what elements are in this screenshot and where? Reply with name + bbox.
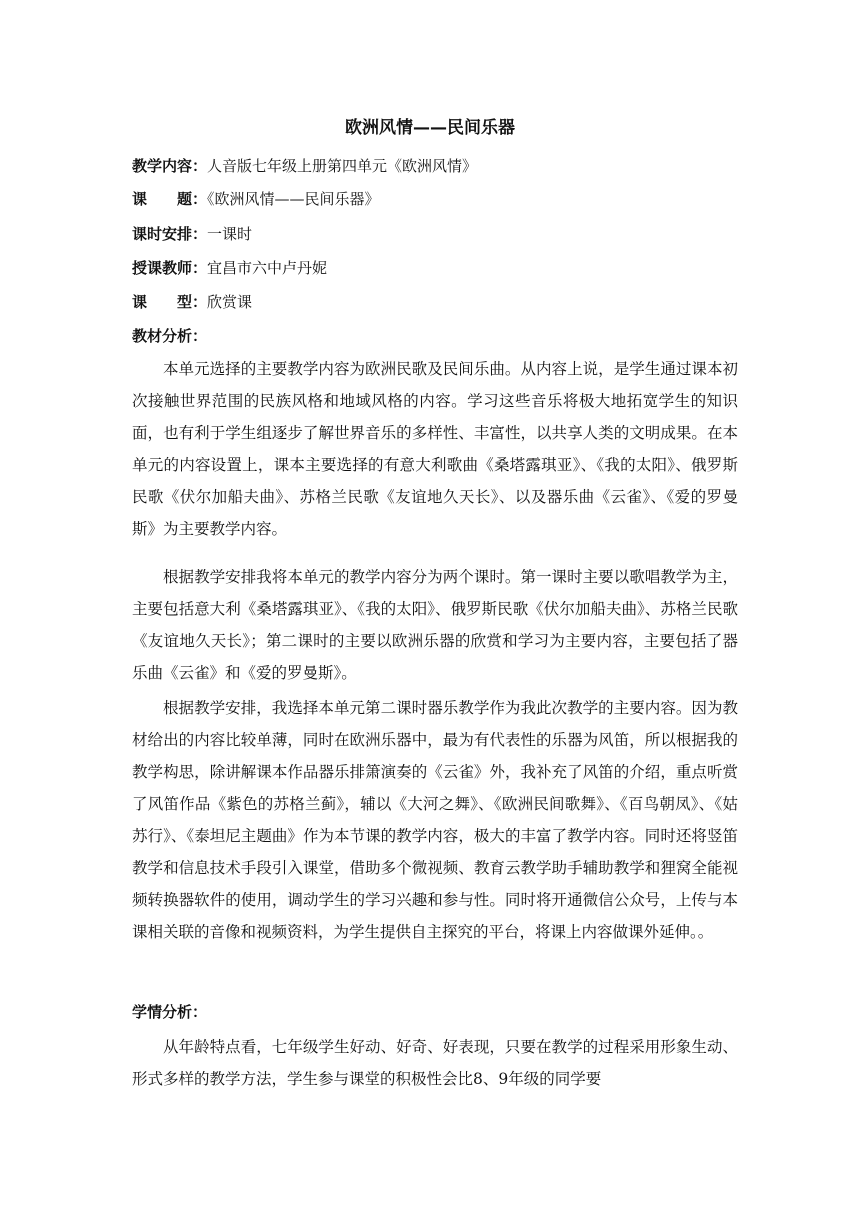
meta-label: 教学内容： [132,157,208,175]
material-paragraph-1: 本单元选择的主要教学内容为欧洲民歌及民间乐曲。从内容上说，是学生通过课本初次接触世界范围的民族风格和地域风格的内容。学习这些音乐将极大地拓宽学生的知识面，也有利于学生组逐步了解世界音乐的多样性、丰富性，以共享人类的文明成果。在本单元的内容设置上，课本主要选择的有意大利歌曲《桑塔露琪亚》、《我的太阳》、俄罗斯民歌《伏尔加船夫曲》、苏格兰民歌《友谊地久天长》、以及器乐曲《云雀》、《爱的罗曼斯》为主要教学内容。 [132,360,738,538]
section-heading-material: 教材分析： [132,327,208,345]
meta-teaching-content [132,150,752,182]
meta-value: 欣赏课 [207,293,253,311]
meta-value: 《欧洲风情——民间乐器》 [207,190,380,208]
document-title: 欧洲风情——民间乐器 [345,118,515,138]
material-paragraph-2: 根据教学安排我将本单元的教学内容分为两个课时。第一课时主要以歌唱教学为主，主要包括意大利《桑塔露琪亚》、《我的太阳》、俄罗斯民歌《伏尔加船夫曲》、苏格兰民歌《友谊地久天长》；第二课时的主要以欧洲乐器的欣赏和学习为主要内容，主要包括了器乐曲《云雀》和《爱的罗曼斯》。 [132,568,738,682]
meta-value: 宜昌市六中卢丹妮 [207,259,328,277]
meta-teacher [132,252,752,284]
meta-value: 一课时 [207,225,253,243]
meta-value: 人音版七年级上册第四单元《欧洲风情》 [207,157,478,175]
meta-schedule [132,218,752,250]
meta-label: 课 型： [132,293,208,311]
meta-lesson-type [132,286,752,318]
section-heading-student: 学情分析： [132,1003,208,1021]
meta-lesson-topic [132,183,752,215]
student-paragraph: 从年龄特点看，七年级学生好动、好奇、好表现，只要在教学的过程采用形象生动、形式多样的教学方法，学生参与课堂的积极性会比8、9年级的同学要 [132,1038,738,1088]
material-paragraph-3: 根据教学安排，我选择本单元第二课时器乐教学作为我此次教学的主要内容。因为教材给出的内容比较单薄，同时在欧洲乐器中，最为有代表性的乐器为风笛，所以根据我的教学构思，除讲解课本作品器乐排箫演奏的《云雀》外，我补充了风笛的介绍，重点听赏了风笛作品《紫色的苏格兰蓟》，辅以《大河之舞》、《欧洲民间歌舞》、《百鸟朝凤》、《姑苏行》、《泰坦尼主题曲》作为本节课的教学内容，极大的丰富了教学内容。同时还将竖笛教学和信息技术手段引入课堂，借助多个微视频、教育云教学助手辅助教学和狸窝全能视频转换器软件的使用，调动学生的学习兴趣和参与性。同时将开通微信公众号，上传与本课相关联的音像和视频资料，为学生提供自主探究的平台，将课上内容做课外延伸。。 [132,699,738,941]
meta-label: 课 题： [132,190,208,208]
meta-label: 授课教师： [132,259,208,277]
meta-label: 课时安排： [132,225,208,243]
